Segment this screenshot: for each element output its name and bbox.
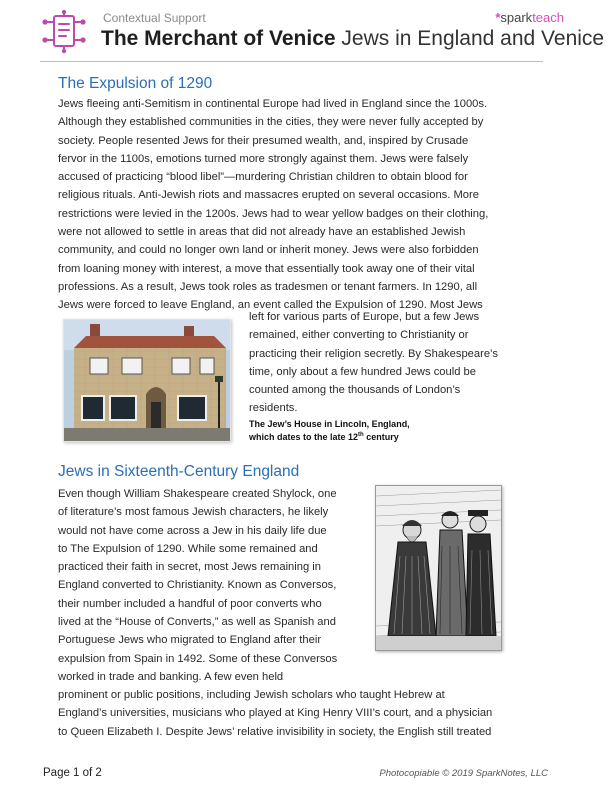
text-line: practicing their religion secretly. By Shakespeare’s (249, 347, 498, 360)
text-line: of literature’s most famous Jewish characters, he likely (58, 506, 329, 519)
photo-caption (249, 419, 410, 443)
brand-logo: *sparkteach (495, 10, 564, 25)
text-line: community, and could no longer own land or inherit money. Jews were also forbidden (58, 244, 479, 257)
paragraph-sixteenth-century-full (58, 686, 492, 741)
text-line: Even though William Shakespeare created Shylock, one (58, 488, 337, 500)
page-title (101, 27, 604, 51)
caption-line: The Jew’s House in Lincoln, England, (249, 419, 410, 429)
copyright-notice: Photocopiable © 2019 SparkNotes, LLC (379, 768, 548, 779)
text-line: left for various parts of Europe, but a few Jews (249, 311, 480, 323)
text-line: fervor in the 1100s, emotions turned more strongly against them. Jews were falsely (58, 152, 469, 165)
section-heading-expulsion: The Expulsion of 1290 (58, 75, 213, 92)
text-line: expulsion from Spain in 1492. Some of these Conversos (58, 652, 338, 665)
text-line: accused of practicing “blood libel”—murdering Christian children to obtain blood for (58, 171, 468, 184)
caption-line: which dates to the late 12th century (249, 432, 399, 442)
text-line: counted among the thousands of London’s (249, 384, 461, 397)
text-line: religious rituals. Anti-Jewish riots and massacres erupted on several occasions. More (58, 189, 479, 202)
text-line: from loaning money with interest, a move that essentially took away one of their vital (58, 262, 475, 275)
text-line: society. People resented Jews for their presumed wealth, and, inspired by Crusade (58, 134, 469, 147)
text-line: prominent or public positions, including Jewish scholars who taught Hebrew at (58, 689, 445, 701)
text-line: remained, either converting to Christianity or (249, 329, 469, 342)
text-line: to Queen Elizabeth I. Despite Jews’ relative invisibility in society, the English still treated (58, 725, 492, 738)
section-heading-sixteenth-century: Jews in Sixteenth-Century England (58, 463, 300, 480)
title-topic: Jews in England and Venice (341, 27, 605, 50)
text-line: Jews were forced to leave England, an event called the Expulsion of 1290. Most Jews (58, 299, 483, 312)
text-line: would not have come across a Jew in his daily life due (58, 524, 327, 537)
text-line: Jews fleeing anti-Semitism in continental Europe had lived in England since the 1000s. (58, 98, 488, 110)
paragraph-expulsion-wrap (249, 308, 498, 418)
section-kicker: Contextual Support (103, 11, 206, 25)
shylock-engraving-illustration (375, 485, 502, 651)
text-line: time, only about a few hundred Jews could be (249, 365, 476, 378)
paragraph-expulsion (58, 95, 488, 315)
text-line: residents. (249, 402, 298, 415)
text-line: lived at the “House of Converts,” as well as Spanish and (58, 616, 336, 629)
jews-house-lincoln-photo (63, 319, 231, 442)
text-line: worked in trade and banking. A few even held (58, 670, 284, 683)
text-line: Although they established communities in the cities, they were never fully accepted by (58, 116, 484, 129)
text-line: England converted to Christianity. Known as Conversos, (58, 579, 337, 592)
text-line: practiced their faith in secret, most Jews remaining in (58, 561, 322, 574)
page-number: Page 1 of 2 (43, 767, 102, 779)
text-line: Portuguese Jews who migrated to England after their (58, 634, 322, 647)
header-divider (40, 61, 543, 62)
title-work: The Merchant of Venice (101, 27, 336, 50)
text-line: were not allowed to settle in areas that did not already have an established Jewish (58, 226, 466, 239)
page-header (0, 0, 608, 64)
text-line: England’s universities, musicians who played at King Henry VIII’s court, and a physician (58, 707, 493, 720)
text-line: to The Expulsion of 1290. While some remained and (58, 542, 318, 555)
circuit-document-icon (40, 10, 88, 54)
paragraph-sixteenth-century-wrap (58, 485, 337, 686)
text-line: professions. As a result, Jews took roles as tradesmen or tenant farmers. In 1290, all (58, 280, 478, 293)
text-line: their number included a handful of poor converts who (58, 597, 322, 610)
text-line: restrictions were levied in the 1200s. Jews had to wear yellow badges on their clothing, (58, 207, 489, 220)
